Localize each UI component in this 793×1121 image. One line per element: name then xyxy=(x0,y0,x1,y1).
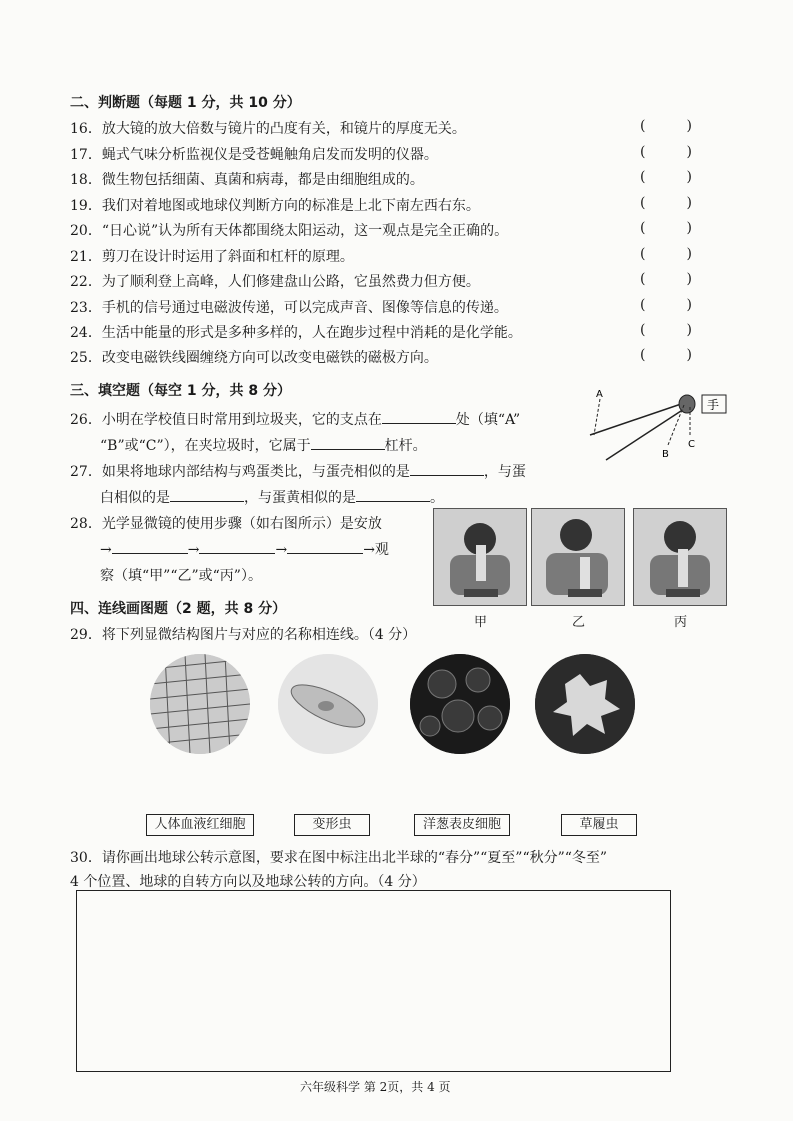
page-footer: 六年级科学 第 2页，共 4 页 xyxy=(300,1080,451,1094)
paren-open: ( xyxy=(640,347,646,363)
paren-close: ) xyxy=(686,144,692,160)
answer-paren-18[interactable] xyxy=(640,169,692,185)
onion-epidermis-image xyxy=(150,654,250,754)
paren-open: ( xyxy=(640,144,646,160)
name-box-onion-epidermis[interactable]: 洋葱表皮细胞 xyxy=(414,814,510,836)
paren-open: ( xyxy=(640,195,646,211)
photo-label-yi: 乙 xyxy=(572,615,586,630)
question-25: 25．改变电磁铁线圈缠绕方向可以改变电磁铁的磁极方向。 xyxy=(70,350,438,366)
answer-paren-23[interactable] xyxy=(640,297,692,313)
question-18: 18．微生物包括细菌、真菌和病毒，都是由细胞组成的。 xyxy=(70,172,424,188)
drawing-answer-box[interactable] xyxy=(76,890,671,1072)
paren-close: ) xyxy=(686,271,692,287)
paren-close: ) xyxy=(686,297,692,313)
question-21: 21．剪刀在设计时运用了斜面和杠杆的原理。 xyxy=(70,249,354,265)
label-c: C xyxy=(688,439,695,450)
photo-bing-microscope xyxy=(633,508,727,606)
amoeba-image xyxy=(535,654,635,754)
question-27-text-a: 27．如果将地球内部结构与鸡蛋类比，与蛋壳相似的是 xyxy=(70,464,410,480)
question-26-text-c: “B”或“C”），在夹垃圾时，它属于 xyxy=(100,438,311,454)
answer-paren-25[interactable] xyxy=(640,347,692,363)
question-26-line2 xyxy=(100,435,427,455)
question-27-text-d: ，与蛋黄相似的是 xyxy=(244,490,356,506)
arrow-1: → xyxy=(100,542,112,558)
answer-paren-24[interactable] xyxy=(640,322,692,338)
name-box-amoeba[interactable]: 变形虫 xyxy=(294,814,370,836)
section3-title: 三、填空题（每空 1 分，共 8 分） xyxy=(70,383,291,399)
arrow-3: → xyxy=(275,542,288,558)
question-20: 20．“日心说”认为所有天体都围绕太阳运动，这一观点是完全正确的。 xyxy=(70,223,509,239)
answer-blank-26a[interactable] xyxy=(382,409,456,424)
answer-blank-27c[interactable] xyxy=(356,487,430,502)
paren-close: ) xyxy=(686,322,692,338)
paramecium-image xyxy=(278,654,378,754)
arrow-2: → xyxy=(187,542,200,558)
answer-paren-20[interactable] xyxy=(640,220,692,236)
photo-yi-microscope xyxy=(531,508,625,606)
paren-open: ( xyxy=(640,169,646,185)
question-24: 24．生活中能量的形式是多种多样的，人在跑步过程中消耗的是化学能。 xyxy=(70,325,522,341)
arrow-end: →观 xyxy=(363,542,389,558)
question-27-text-c: 白相似的是 xyxy=(100,490,170,506)
paren-close: ) xyxy=(686,246,692,262)
answer-blank-28a[interactable] xyxy=(112,539,188,554)
answer-paren-17[interactable] xyxy=(640,144,692,160)
red-blood-cells-image xyxy=(410,654,510,754)
question-26-line1 xyxy=(70,409,520,429)
question-22: 22．为了顺利登上高峰，人们修建盘山公路，它虽然费力但方便。 xyxy=(70,274,480,290)
paren-open: ( xyxy=(640,322,646,338)
answer-paren-16[interactable] xyxy=(640,118,692,134)
paren-close: ) xyxy=(686,195,692,211)
question-28-line1: 28．光学显微镜的使用步骤（如右图所示）是安放 xyxy=(70,516,382,532)
label-b: B xyxy=(662,449,669,460)
name-box-paramecium[interactable]: 草履虫 xyxy=(561,814,637,836)
answer-blank-27a[interactable] xyxy=(410,461,484,476)
label-a: A xyxy=(596,389,603,400)
question-27-line2 xyxy=(100,487,444,507)
answer-blank-27b[interactable] xyxy=(170,487,244,502)
section2-title: 二、判断题（每题 1 分，共 10 分） xyxy=(70,95,301,111)
answer-blank-28c[interactable] xyxy=(287,539,363,554)
question-26-text-a: 26．小明在学校值日时常用到垃圾夹，它的支点在 xyxy=(70,412,382,428)
question-27-line1 xyxy=(70,461,526,481)
label-hand: 手 xyxy=(707,398,720,412)
paren-open: ( xyxy=(640,118,646,134)
paren-open: ( xyxy=(640,271,646,287)
paren-open: ( xyxy=(640,246,646,262)
question-30-line2: 4 个位置、地球的自转方向以及地球公转的方向。（4 分） xyxy=(70,874,426,890)
paren-open: ( xyxy=(640,220,646,236)
photo-label-bing: 丙 xyxy=(674,615,688,630)
question-23: 23．手机的信号通过电磁波传递，可以完成声音、图像等信息的传递。 xyxy=(70,300,508,316)
answer-paren-22[interactable] xyxy=(640,271,692,287)
paren-close: ) xyxy=(686,220,692,236)
question-30-line1: 30．请你画出地球公转示意图，要求在图中标注出北半球的“春分”“夏至”“秋分”“冬至” xyxy=(70,850,608,866)
section4-title: 四、连线画图题（2 题，共 8 分） xyxy=(70,601,287,617)
question-19: 19．我们对着地图或地球仪判断方向的标准是上北下南左西右东。 xyxy=(70,198,480,214)
question-27-text-e: 。 xyxy=(430,490,444,506)
photo-jia-microscope xyxy=(433,508,527,606)
answer-paren-21[interactable] xyxy=(640,246,692,262)
question-26-text-b: 处（填“A” xyxy=(455,412,521,428)
answer-blank-26b[interactable] xyxy=(311,435,385,450)
name-box-red-blood-cells[interactable]: 人体血液红细胞 xyxy=(146,814,254,836)
photo-label-jia: 甲 xyxy=(474,615,488,630)
paren-close: ) xyxy=(686,347,692,363)
paren-open: ( xyxy=(640,297,646,313)
question-16: 16．放大镜的放大倍数与镜片的凸度有关，和镜片的厚度无关。 xyxy=(70,121,466,137)
question-28-line3: 察（填“甲”“乙”或“丙”）。 xyxy=(100,568,262,584)
question-17: 17．蝇式气味分析监视仪是受苍蝇触角启发而发明的仪器。 xyxy=(70,147,438,163)
garbage-tongs-diagram xyxy=(580,385,730,465)
question-28-line2 xyxy=(100,539,389,559)
answer-blank-28b[interactable] xyxy=(199,539,275,554)
paren-close: ) xyxy=(686,169,692,185)
question-26-text-d: 杠杆。 xyxy=(384,438,427,454)
question-29: 29．将下列显微结构图片与对应的名称相连线。（4 分） xyxy=(70,627,417,643)
question-27-text-b: ，与蛋 xyxy=(483,464,526,480)
paren-close: ) xyxy=(686,118,692,134)
answer-paren-19[interactable] xyxy=(640,195,692,211)
